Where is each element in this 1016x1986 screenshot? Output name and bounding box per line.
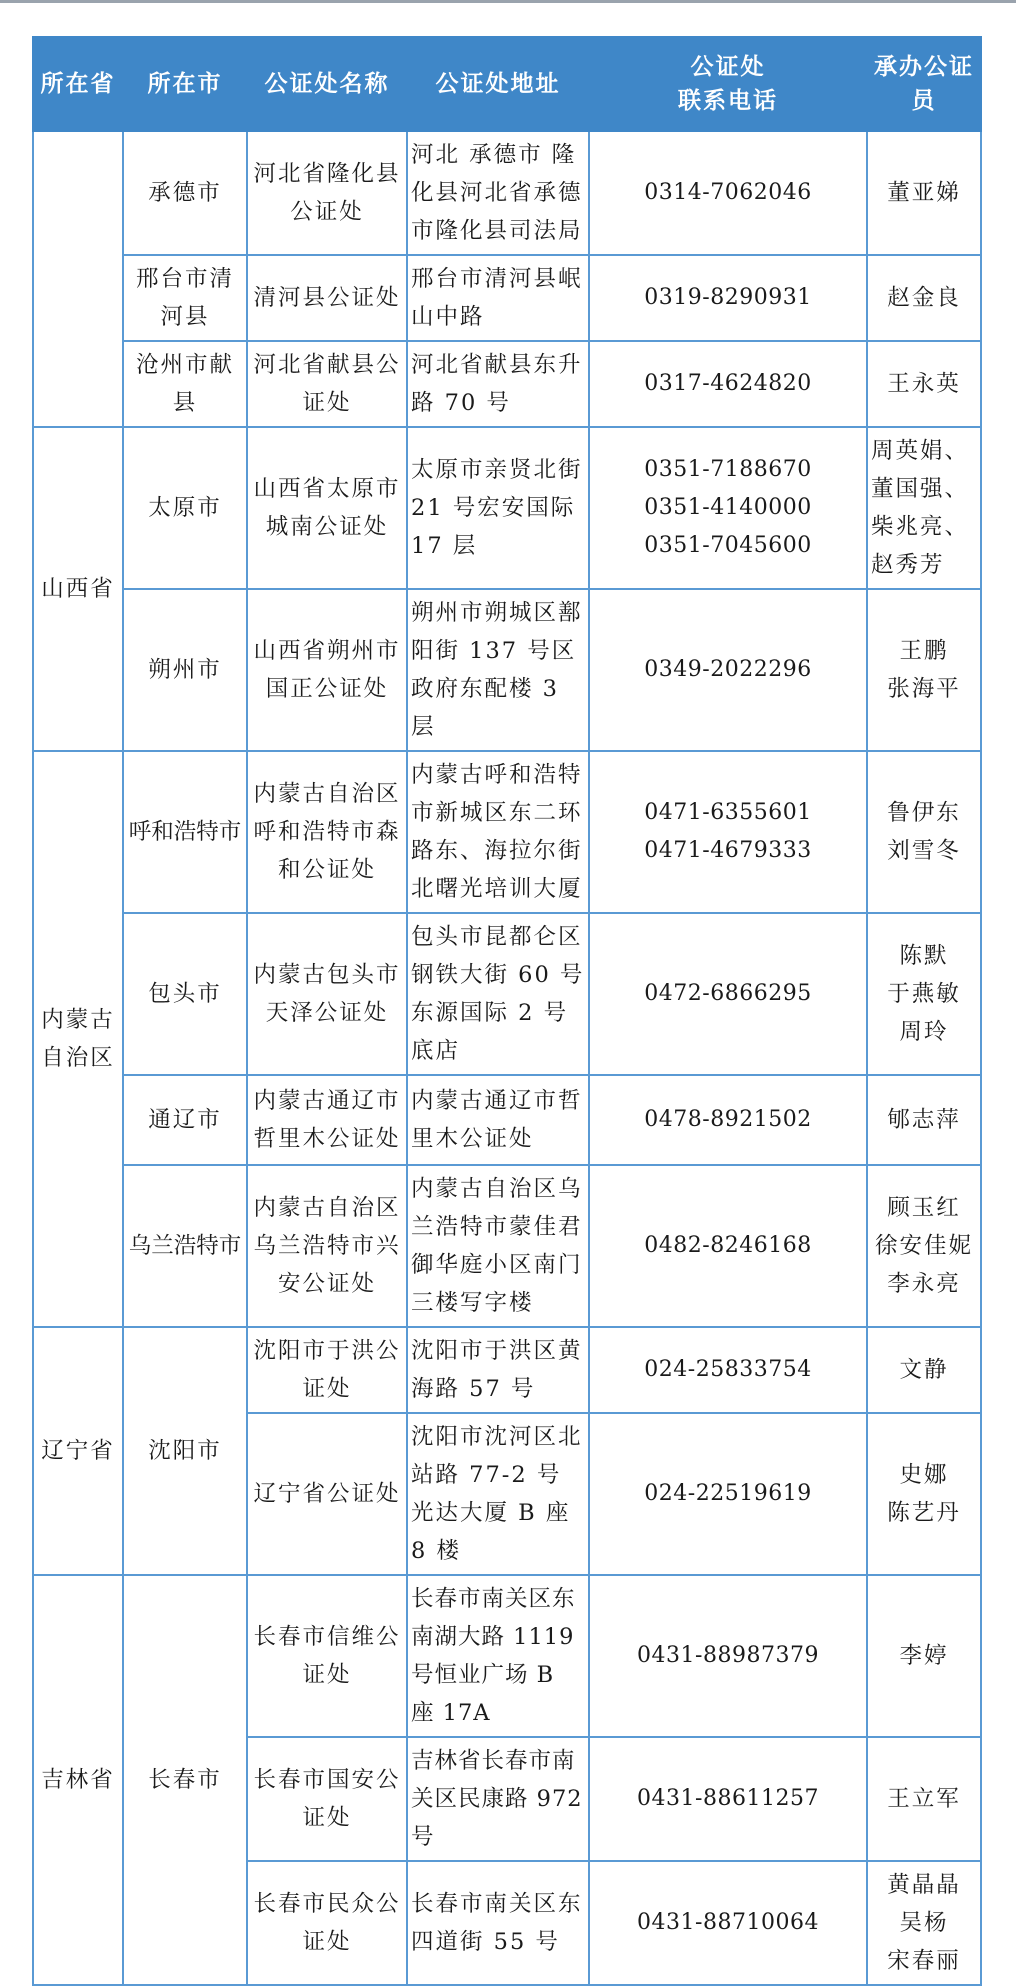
address-cell: 沈阳市沈河区北站路 77-2 号光达大厦 B 座 8 楼 xyxy=(407,1413,589,1575)
notary-cell xyxy=(867,751,981,913)
phone-cell xyxy=(589,427,867,589)
city-cell: 包头市 xyxy=(123,913,247,1075)
phone-cell xyxy=(589,131,867,255)
phone-number: 024-22519619 xyxy=(644,1481,812,1506)
phone-cell xyxy=(589,913,867,1075)
phone-cell xyxy=(589,1575,867,1737)
notary-name: 郇志萍 xyxy=(887,1107,961,1133)
notary-name: 赵金良 xyxy=(887,285,961,311)
address-cell: 河北 承德市 隆化县河北省承德市隆化县司法局 xyxy=(407,131,589,255)
table-row xyxy=(33,1165,981,1327)
notary-name: 李婷 xyxy=(899,1643,949,1669)
phone-number: 0351-7188670 xyxy=(644,457,812,482)
phone-number: 0472-6866295 xyxy=(644,981,812,1006)
province-cell xyxy=(33,131,123,427)
notary-cell xyxy=(867,427,981,589)
table-row xyxy=(33,1075,981,1165)
phone-number: 0431-88611257 xyxy=(637,1786,819,1811)
notary-cell xyxy=(867,589,981,751)
notary-cell xyxy=(867,1075,981,1165)
office-name-cell: 清河县公证处 xyxy=(247,255,407,341)
table-row xyxy=(33,913,981,1075)
office-name-cell: 内蒙古自治区呼和浩特市森和公证处 xyxy=(247,751,407,913)
notary-cell xyxy=(867,1575,981,1737)
header-phone-line1: 公证处 xyxy=(690,54,766,80)
address-cell: 河北省献县东升路 70 号 xyxy=(407,341,589,427)
office-name-cell: 内蒙古自治区乌兰浩特市兴安公证处 xyxy=(247,1165,407,1327)
notary-name: 徐安佳妮 xyxy=(874,1233,973,1259)
city-cell: 长春市 xyxy=(123,1575,247,1985)
notary-name: 董亚娣 xyxy=(887,180,961,206)
address-cell: 太原市亲贤北街 21 号宏安国际 17 层 xyxy=(407,427,589,589)
notary-cell xyxy=(867,1327,981,1413)
province-cell: 辽宁省 xyxy=(33,1327,123,1575)
notary-name: 鲁伊东 xyxy=(887,800,961,826)
phone-number: 0471-4679333 xyxy=(644,838,812,863)
notary-name: 李永亮 xyxy=(887,1271,961,1297)
address-cell: 吉林省长春市南关区民康路 972 号 xyxy=(407,1737,589,1861)
phone-cell xyxy=(589,1413,867,1575)
notary-office-table xyxy=(32,36,982,1986)
top-divider xyxy=(0,0,1016,3)
header-phone-line2: 联系电话 xyxy=(678,88,778,114)
notary-name: 史娜 xyxy=(899,1462,949,1488)
notary-cell xyxy=(867,1413,981,1575)
notary-name: 周英娟、董国强、柴兆亮、赵秀芳 xyxy=(871,438,970,578)
province-cell: 吉林省 xyxy=(33,1575,123,1985)
address-cell: 长春市南关区东南湖大路 1119 号恒业广场 B 座 17A xyxy=(407,1575,589,1737)
phone-number: 0349-2022296 xyxy=(644,657,812,682)
phone-number: 0317-4624820 xyxy=(644,371,812,396)
office-name-cell: 沈阳市于洪公证处 xyxy=(247,1327,407,1413)
address-cell: 沈阳市于洪区黄海路 57 号 xyxy=(407,1327,589,1413)
city-cell: 邢台市清河县 xyxy=(123,255,247,341)
phone-number: 0478-8921502 xyxy=(644,1107,812,1132)
phone-cell xyxy=(589,341,867,427)
notary-cell xyxy=(867,255,981,341)
city-cell: 呼和浩特市 xyxy=(123,751,247,913)
office-name-cell: 辽宁省公证处 xyxy=(247,1413,407,1575)
notary-name: 宋春丽 xyxy=(887,1948,961,1974)
address-cell: 内蒙古通辽市哲里木公证处 xyxy=(407,1075,589,1165)
table-header-row xyxy=(33,37,981,131)
address-cell: 内蒙古自治区乌兰浩特市蒙佳君御华庭小区南门三楼写字楼 xyxy=(407,1165,589,1327)
header-address: 公证处地址 xyxy=(407,37,589,131)
province-cell: 内蒙古自治区 xyxy=(33,751,123,1327)
phone-number: 024-25833754 xyxy=(644,1357,812,1382)
city-cell: 通辽市 xyxy=(123,1075,247,1165)
notary-cell xyxy=(867,341,981,427)
office-name-cell: 内蒙古通辽市哲里木公证处 xyxy=(247,1075,407,1165)
office-name-cell: 河北省献县公证处 xyxy=(247,341,407,427)
notary-name: 吴杨 xyxy=(899,1910,949,1936)
table-row xyxy=(33,1575,981,1737)
table-row xyxy=(33,427,981,589)
phone-cell xyxy=(589,589,867,751)
notary-cell xyxy=(867,913,981,1075)
phone-cell xyxy=(589,751,867,913)
address-cell: 包头市昆都仑区钢铁大街 60 号东源国际 2 号底店 xyxy=(407,913,589,1075)
office-name-cell: 内蒙古包头市天泽公证处 xyxy=(247,913,407,1075)
city-cell: 朔州市 xyxy=(123,589,247,751)
notary-name: 于燕敏 xyxy=(887,981,961,1007)
phone-number: 0431-88987379 xyxy=(637,1643,819,1668)
address-cell: 内蒙古呼和浩特市新城区东二环路东、海拉尔街北曙光培训大厦 xyxy=(407,751,589,913)
city-cell: 乌兰浩特市 xyxy=(123,1165,247,1327)
notary-cell xyxy=(867,131,981,255)
phone-number: 0482-8246168 xyxy=(644,1233,812,1258)
phone-number: 0351-7045600 xyxy=(644,533,812,558)
office-name-cell: 长春市民众公证处 xyxy=(247,1861,407,1985)
phone-number: 0471-6355601 xyxy=(644,800,812,825)
phone-cell xyxy=(589,1737,867,1861)
office-name-cell: 山西省朔州市国正公证处 xyxy=(247,589,407,751)
phone-number: 0351-4140000 xyxy=(644,495,812,520)
office-name-cell: 长春市国安公证处 xyxy=(247,1737,407,1861)
notary-cell xyxy=(867,1165,981,1327)
phone-cell xyxy=(589,1165,867,1327)
table-row xyxy=(33,751,981,913)
header-office: 公证处名称 xyxy=(247,37,407,131)
phone-number: 0314-7062046 xyxy=(644,180,812,205)
notary-name: 王立军 xyxy=(887,1786,961,1812)
city-cell: 沧州市献县 xyxy=(123,341,247,427)
header-city: 所在市 xyxy=(123,37,247,131)
notary-name: 张海平 xyxy=(887,676,961,702)
header-notary: 承办公证员 xyxy=(867,37,981,131)
notary-name: 刘雪冬 xyxy=(887,838,961,864)
notary-name: 顾玉红 xyxy=(887,1195,961,1221)
table-row xyxy=(33,341,981,427)
notary-name: 文静 xyxy=(899,1357,949,1383)
city-cell: 太原市 xyxy=(123,427,247,589)
notary-name: 王鹏 xyxy=(899,638,949,664)
phone-cell xyxy=(589,255,867,341)
address-cell: 长春市南关区东四道街 55 号 xyxy=(407,1861,589,1985)
phone-cell xyxy=(589,1861,867,1985)
office-name-cell: 河北省隆化县公证处 xyxy=(247,131,407,255)
table-row xyxy=(33,1327,981,1413)
office-name-cell: 长春市信维公证处 xyxy=(247,1575,407,1737)
address-cell: 朔州市朔城区鄯阳街 137 号区政府东配楼 3 层 xyxy=(407,589,589,751)
phone-cell xyxy=(589,1075,867,1165)
header-phone xyxy=(589,37,867,131)
office-name-cell: 山西省太原市城南公证处 xyxy=(247,427,407,589)
city-cell: 沈阳市 xyxy=(123,1327,247,1575)
address-cell: 邢台市清河县岷山中路 xyxy=(407,255,589,341)
table-row xyxy=(33,255,981,341)
notary-name: 陈艺丹 xyxy=(887,1500,961,1526)
notary-cell xyxy=(867,1861,981,1985)
notary-office-table-container xyxy=(32,36,980,1986)
phone-number: 0431-88710064 xyxy=(637,1910,819,1935)
notary-cell xyxy=(867,1737,981,1861)
notary-name: 王永英 xyxy=(887,371,961,397)
notary-name: 黄晶晶 xyxy=(887,1872,961,1898)
header-province: 所在省 xyxy=(33,37,123,131)
phone-number: 0319-8290931 xyxy=(644,285,812,310)
province-cell: 山西省 xyxy=(33,427,123,751)
table-row xyxy=(33,131,981,255)
phone-cell xyxy=(589,1327,867,1413)
table-row xyxy=(33,589,981,751)
city-cell: 承德市 xyxy=(123,131,247,255)
notary-name: 陈默 xyxy=(899,943,949,969)
notary-name: 周玲 xyxy=(899,1019,949,1045)
